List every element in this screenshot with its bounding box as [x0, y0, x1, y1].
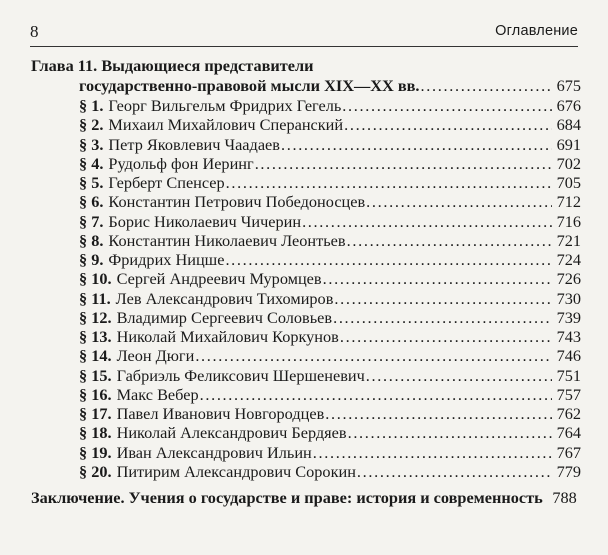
toc-entry[interactable] [79, 423, 581, 442]
toc-entry[interactable] [79, 135, 581, 154]
section-number: § 14. [79, 346, 112, 366]
dot-leader [200, 385, 552, 404]
section-page-number: 730 [556, 288, 581, 308]
section-list [79, 96, 581, 481]
section-page-number: 751 [556, 365, 581, 385]
dot-leader [347, 231, 552, 250]
dot-leader [323, 269, 552, 288]
section-number: § 10. [79, 269, 112, 289]
toc-entry[interactable] [79, 289, 581, 308]
conclusion-entry[interactable] [31, 488, 581, 508]
section-title: Габриэль Феликсович Шершеневич [116, 365, 365, 385]
section-number: § 12. [79, 307, 112, 327]
dot-leader [226, 173, 552, 192]
toc-entry[interactable] [79, 327, 581, 346]
dot-leader [313, 443, 552, 462]
section-number: § 18. [79, 423, 112, 443]
section-page-number: 702 [556, 153, 581, 173]
section-number: § 1. [79, 96, 104, 115]
section-title: Сергей Андреевич Муромцев [116, 269, 322, 289]
section-title: Павел Иванович Новгородцев [116, 404, 325, 423]
section-number: § 5. [79, 173, 104, 192]
section-number: § 16. [79, 384, 112, 404]
section-title: Лев Александрович Тихомиров [115, 288, 334, 308]
section-page-number: 712 [556, 192, 581, 212]
section-number: § 3. [79, 134, 104, 154]
dot-leader [348, 423, 552, 442]
toc-entry[interactable] [79, 443, 581, 462]
dot-leader [344, 115, 552, 134]
toc-entry[interactable] [79, 231, 581, 250]
section-title: Иван Александрович Ильин [116, 442, 312, 462]
dot-leader [281, 135, 552, 154]
section-page-number: 691 [556, 134, 581, 154]
running-header [30, 22, 578, 47]
section-page-number: 743 [556, 327, 581, 346]
conclusion-page-number: 788 [552, 488, 577, 507]
toc-entry[interactable] [79, 96, 581, 115]
toc-entry[interactable] [79, 115, 581, 134]
section-title: Константин Петрович Победоносцев [108, 192, 366, 212]
chapter-title-line1: Глава 11. Выдающиеся представители [31, 56, 314, 75]
toc-entry[interactable] [79, 269, 581, 288]
dot-leader [340, 327, 552, 346]
section-page-number: 726 [556, 269, 581, 289]
dot-leader [342, 96, 552, 115]
page-number: 8 [30, 22, 39, 41]
section-page-number: 764 [556, 423, 581, 443]
section-title: Рудольф фон Иеринг [108, 153, 254, 173]
section-title: Герберт Спенсер [108, 173, 225, 192]
section-title: Николай Александрович Бердяев [116, 423, 347, 443]
section-title: Борис Николаевич Чичерин [108, 211, 302, 231]
section-page-number: 716 [556, 211, 581, 231]
section-title: Владимир Сергеевич Соловьев [116, 307, 333, 327]
section-title: Макс Вебер [116, 384, 199, 404]
toc-entry[interactable] [79, 154, 581, 173]
section-number: § 20. [79, 461, 112, 481]
section-page-number: 757 [556, 384, 581, 404]
chapter-entry[interactable] [31, 56, 581, 96]
toc-entry[interactable] [79, 212, 581, 231]
section-number: § 13. [79, 327, 112, 346]
dot-leader [225, 250, 552, 269]
section-number: § 4. [79, 153, 104, 173]
dot-leader [195, 346, 552, 365]
section-title: Питирим Александрович Сорокин [116, 461, 356, 481]
section-title: Константин Николаевич Леонтьев [108, 230, 346, 250]
toc-entry[interactable] [79, 308, 581, 327]
section-number: § 8. [79, 230, 104, 250]
section-number: § 15. [79, 365, 112, 385]
toc-entry[interactable] [79, 404, 581, 423]
section-page-number: 762 [556, 404, 581, 423]
section-page-number: 767 [556, 442, 581, 462]
section-number: § 6. [79, 192, 104, 212]
toc-entry[interactable] [79, 192, 581, 211]
section-number: § 2. [79, 115, 104, 135]
conclusion-title: Заключение. Учения о государстве и праве: история и современность [31, 488, 543, 507]
section-number: § 19. [79, 442, 112, 462]
section-title: Михаил Михайлович Сперанский [108, 115, 344, 135]
section-page-number: 721 [556, 230, 581, 250]
dot-leader [302, 212, 552, 231]
dot-leader [334, 289, 552, 308]
toc-entry[interactable] [79, 366, 581, 385]
dot-leader [333, 308, 552, 327]
section-title: Николай Михайлович Коркунов [116, 327, 339, 346]
dot-leader [366, 192, 552, 211]
toc-entry[interactable] [79, 346, 581, 365]
section-page-number: 676 [556, 96, 581, 115]
section-title: Фридрих Ницше [108, 250, 225, 269]
dot-leader [325, 404, 552, 423]
section-page-number: 746 [556, 346, 581, 366]
section-title: Георг Вильгельм Фридрих Гегель [108, 96, 342, 115]
toc-entry[interactable] [79, 462, 581, 481]
chapter-title-line2: государственно-правовой мысли XIX—XX вв. [79, 76, 420, 95]
dot-leader [366, 366, 552, 385]
section-page-number: 724 [556, 250, 581, 269]
section-title: Петр Яковлевич Чаадаев [108, 134, 280, 154]
toc-entry[interactable] [79, 250, 581, 269]
section-page-number: 739 [556, 307, 581, 327]
section-title: Леон Дюги [116, 346, 195, 366]
toc-entry[interactable] [79, 173, 581, 192]
section-number: § 9. [79, 250, 104, 269]
section-page-number: 684 [556, 115, 581, 135]
section-page-number: 705 [556, 173, 581, 192]
section-title: Оглавление [495, 23, 578, 39]
dot-leader [357, 462, 552, 481]
section-number: § 7. [79, 211, 104, 231]
section-number: § 17. [79, 404, 112, 423]
section-page-number: 779 [556, 461, 581, 481]
toc-entry[interactable] [79, 385, 581, 404]
section-number: § 11. [79, 288, 111, 308]
chapter-page-number: 675 [556, 76, 581, 95]
dot-leader [421, 76, 552, 96]
dot-leader [255, 154, 552, 173]
